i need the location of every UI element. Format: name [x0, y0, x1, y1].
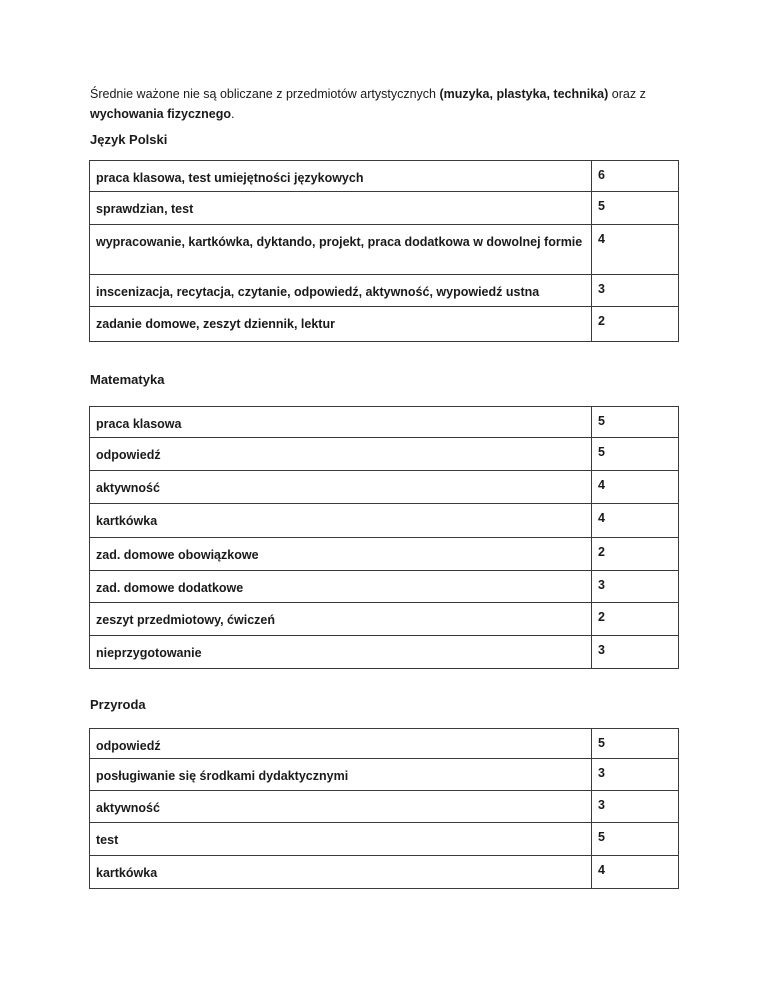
table-row: [90, 504, 679, 538]
table-row: [90, 407, 679, 438]
table-row: [90, 571, 679, 603]
section-title-przyroda: Przyroda: [90, 697, 146, 712]
row-label: odpowiedź: [90, 438, 592, 471]
intro-bold-subjects: (muzyka, plastyka, technika): [439, 87, 609, 101]
row-weight: 5: [592, 823, 679, 856]
table-row: [90, 438, 679, 471]
weights-table-polski: [89, 160, 679, 342]
row-label: posługiwanie się środkami dydaktycznymi: [90, 759, 592, 791]
intro-bold-pe: wychowania fizycznego: [90, 107, 232, 121]
row-label: kartkówka: [90, 504, 592, 538]
intro-text-2: oraz z: [608, 87, 646, 101]
row-weight: 4: [592, 471, 679, 504]
table-row: [90, 759, 679, 791]
row-weight: 3: [592, 636, 679, 669]
table-row: [90, 603, 679, 636]
intro-text-3: .: [231, 107, 235, 121]
row-label: sprawdzian, test: [90, 192, 592, 225]
table-row: [90, 192, 679, 225]
intro-text-1: Średnie ważone nie są obliczane z przedmiotów artystycznych: [90, 87, 440, 101]
row-weight: 5: [592, 438, 679, 471]
table-row: [90, 307, 679, 342]
row-label: zad. domowe dodatkowe: [90, 571, 592, 603]
table-row: [90, 856, 679, 889]
section-title-polski: Język Polski: [90, 132, 168, 147]
row-weight: 5: [592, 407, 679, 438]
row-label: aktywność: [90, 791, 592, 823]
row-label: wypracowanie, kartkówka, dyktando, projekt, praca dodatkowa w dowolnej formie: [90, 225, 592, 275]
row-weight: 6: [592, 161, 679, 192]
row-weight: 3: [592, 275, 679, 307]
table-row: [90, 471, 679, 504]
row-weight: 4: [592, 225, 679, 275]
table-row: [90, 729, 679, 759]
row-weight: 2: [592, 603, 679, 636]
row-weight: 2: [592, 307, 679, 342]
table-row: [90, 275, 679, 307]
table-row: [90, 538, 679, 571]
table-row: [90, 161, 679, 192]
row-weight: 4: [592, 856, 679, 889]
section-title-matematyka: Matematyka: [90, 372, 165, 387]
row-weight: 4: [592, 504, 679, 538]
row-label: zadanie domowe, zeszyt dziennik, lektur: [90, 307, 592, 342]
table-row: [90, 225, 679, 275]
table-row: [90, 823, 679, 856]
row-label: praca klasowa: [90, 407, 592, 438]
row-label: odpowiedź: [90, 729, 592, 759]
table-row: [90, 791, 679, 823]
row-weight: 3: [592, 759, 679, 791]
table-row: [90, 636, 679, 669]
row-weight: 2: [592, 538, 679, 571]
row-weight: 3: [592, 791, 679, 823]
row-label: nieprzygotowanie: [90, 636, 592, 669]
intro-paragraph: [90, 84, 690, 124]
row-label: zeszyt przedmiotowy, ćwiczeń: [90, 603, 592, 636]
row-label: aktywność: [90, 471, 592, 504]
row-weight: 5: [592, 729, 679, 759]
row-label: zad. domowe obowiązkowe: [90, 538, 592, 571]
weights-table-matematyka: [89, 406, 679, 669]
row-label: kartkówka: [90, 856, 592, 889]
row-label: inscenizacja, recytacja, czytanie, odpowiedź, aktywność, wypowiedź ustna: [90, 275, 592, 307]
row-weight: 5: [592, 192, 679, 225]
row-label: praca klasowa, test umiejętności językowych: [90, 161, 592, 192]
weights-table-przyroda: [89, 728, 679, 889]
row-weight: 3: [592, 571, 679, 603]
row-label: test: [90, 823, 592, 856]
